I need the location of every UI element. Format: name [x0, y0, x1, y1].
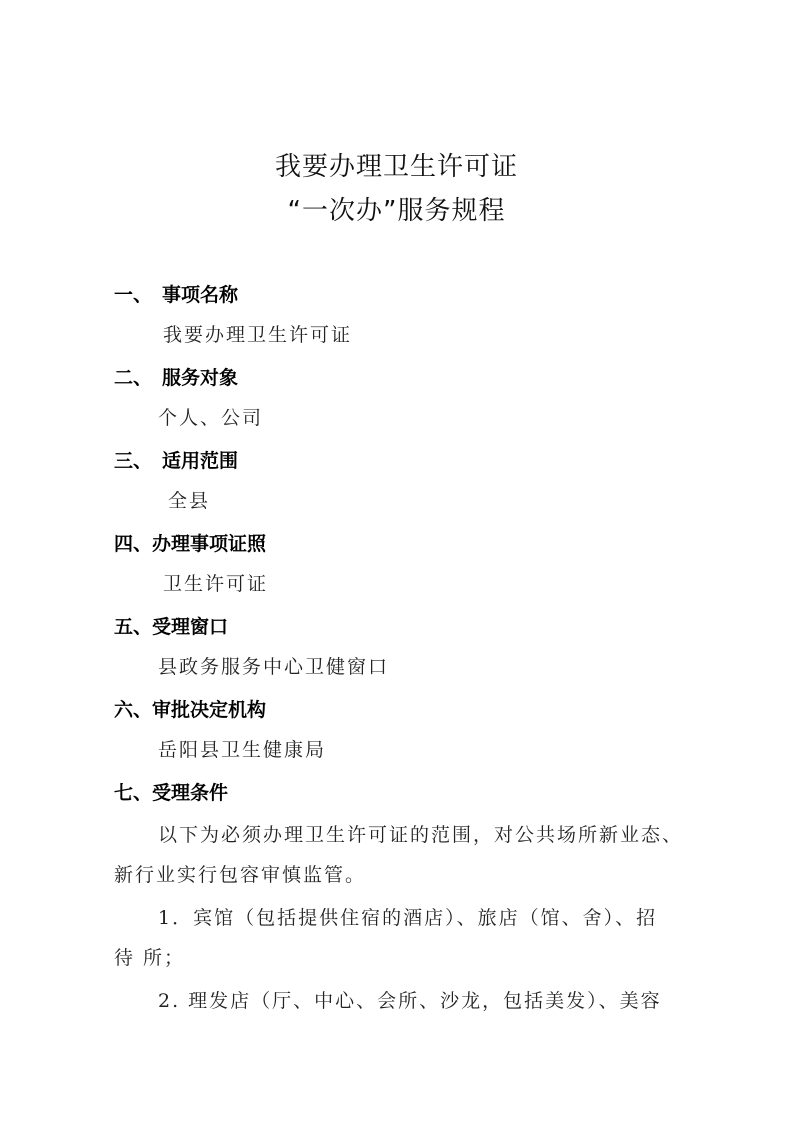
section-number: 六、	[114, 699, 153, 721]
section-content-5: 县政务服务中心卫健窗口	[158, 656, 390, 678]
section-title: 受理条件	[152, 782, 229, 804]
section-title: 事项名称	[162, 284, 239, 306]
section-number: 三、	[114, 450, 153, 472]
section-heading-6	[114, 695, 266, 722]
paragraph-1-line-1: 以下为必须办理卫生许可证的范围，对公共场所新业态、	[158, 824, 684, 846]
section-content-4: 卫生许可证	[163, 573, 269, 595]
section-number: 五、	[114, 616, 153, 638]
section-number: 一、	[114, 284, 153, 306]
section-title: 审批决定机构	[152, 699, 267, 721]
section-number: 七、	[114, 782, 153, 804]
section-content-2: 个人、公司	[158, 407, 264, 429]
paragraph-3-line-1: 2. 理发店（厅、中心、会所、沙龙，包括美发）、美容	[158, 990, 662, 1012]
section-title: 受理窗口	[152, 616, 229, 638]
section-title: 适用范围	[162, 450, 239, 472]
section-heading-2	[114, 363, 238, 390]
section-content-6: 岳阳县卫生健康局	[158, 739, 327, 761]
section-number: 二、	[114, 367, 153, 389]
section-heading-5	[114, 612, 228, 639]
section-heading-1	[114, 280, 238, 307]
section-content-3: 全县	[168, 490, 211, 512]
section-heading-3	[114, 446, 238, 473]
section-title: 服务对象	[162, 367, 239, 389]
section-title: 办理事项证照	[152, 533, 267, 555]
section-number: 四、	[114, 533, 153, 555]
section-content-1: 我要办理卫生许可证	[163, 324, 353, 346]
paragraph-1-line-2: 新行业实行包容审慎监管。	[114, 864, 367, 886]
document-title-line-2: “一次办”服务规程	[287, 196, 506, 226]
section-heading-4	[114, 529, 266, 556]
paragraph-2-line-2: 待 所；	[114, 947, 186, 969]
section-heading-7	[114, 778, 228, 805]
document-title-line-1: 我要办理卫生许可证	[274, 152, 518, 182]
paragraph-2-line-1: 1．宾馆（包括提供住宿的酒店）、旅店（馆、舍）、招	[158, 907, 658, 929]
